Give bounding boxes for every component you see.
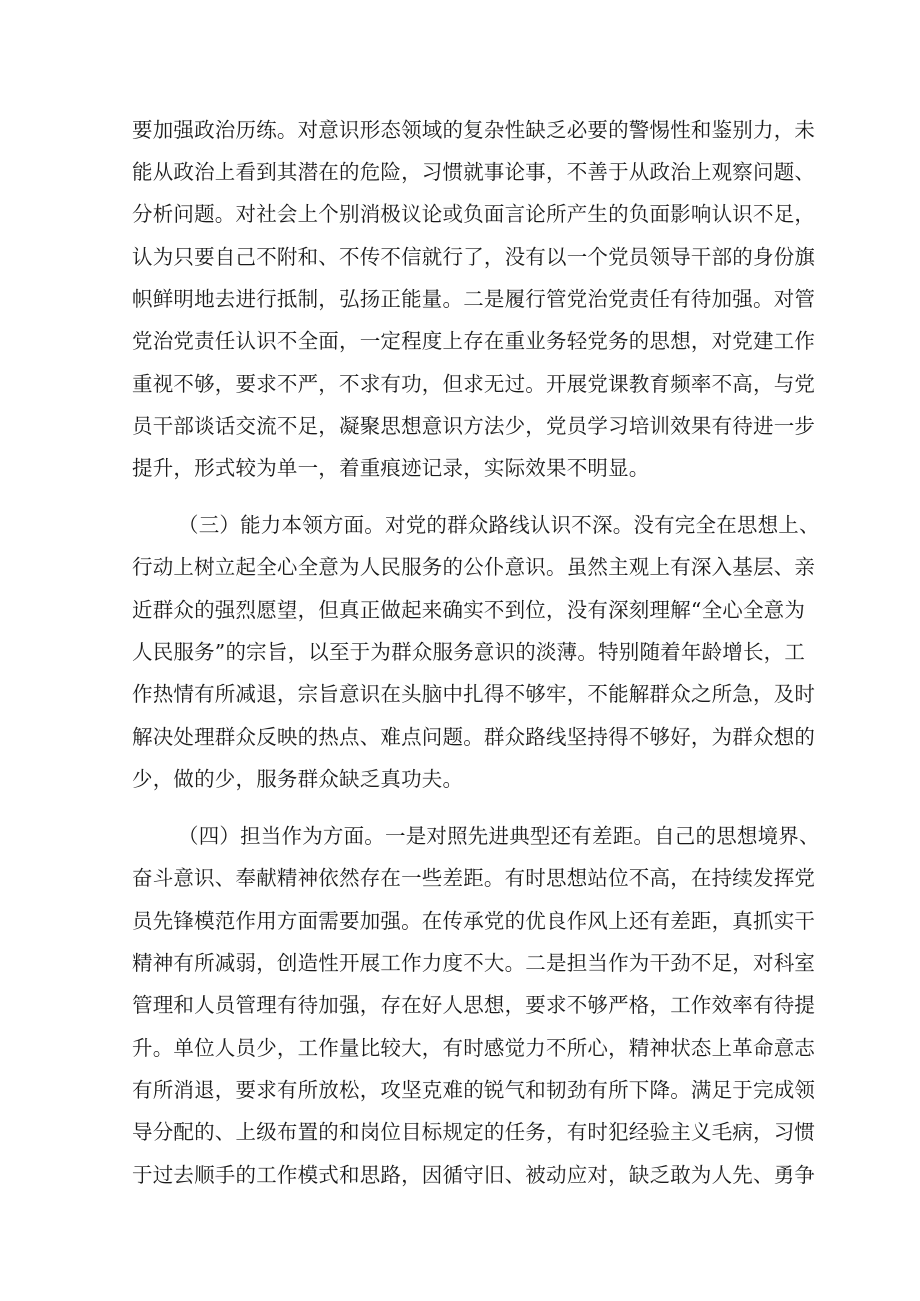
text-line-20: 精神有所减弱，创造性开展工作力度不大。二是担当作为干劲不足，对科室 [132, 951, 816, 975]
text-line-19: 员先锋模范作用方面需要加强。在传承党的优良作风上还有差距，真抓实干 [132, 909, 816, 933]
text-line-8: 员干部谈话交流不足，凝聚思想意识方法少，党员学习培训效果有待进一步 [132, 414, 816, 438]
text-line-1: 要加强政治历练。对意识形态领域的复杂性缺乏必要的警惕性和鉴别力，未 [132, 118, 816, 142]
text-line-7: 重视不够，要求不严，不求有功，但求无过。开展党课教育频率不高，与党 [132, 372, 816, 396]
text-line-24: 导分配的、上级布置的和岗位目标规定的任务，有时犯经验主义毛病，习惯 [132, 1120, 816, 1144]
text-line-14: 作热情有所减退，宗旨意识在头脑中扎得不够牢，不能解群众之所急，及时 [132, 682, 816, 706]
text-line-11: 行动上树立起全心全意为人民服务的公仆意识。虽然主观上有深入基层、亲 [132, 555, 816, 579]
text-line-5: 帜鲜明地去进行抵制，弘扬正能量。二是履行管党治党责任有待加强。对管 [132, 287, 816, 311]
text-line-6: 党治党责任认识不全面，一定程度上存在重业务轻党务的思想，对党建工作 [132, 329, 816, 353]
text-line-9: 提升，形式较为单一，着重痕迹记录，实际效果不明显。 [132, 456, 650, 480]
text-line-4: 认为只要自己不附和、不传不信就行了，没有以一个党员领导干部的身份旗 [132, 245, 816, 269]
text-line-22: 升。单位人员少，工作量比较大，有时感觉力不所心，精神状态上革命意志 [132, 1036, 816, 1060]
text-line-18: 奋斗意识、奉献精神依然存在一些差距。有时思想站位不高，在持续发挥党 [132, 866, 816, 890]
text-line-25: 于过去顺手的工作模式和思路，因循守旧、被动应对，缺乏敢为人先、勇争 [132, 1163, 816, 1187]
text-line-23: 有所消退，要求有所放松，攻坚克难的锐气和韧劲有所下降。满足于完成领 [132, 1078, 816, 1102]
text-line-17: （四）担当作为方面。一是对照先进典型还有差距。自己的思想境界、 [178, 824, 820, 848]
text-line-10: （三）能力本领方面。对党的群众路线认识不深。没有完全在思想上、 [178, 513, 820, 537]
text-line-12: 近群众的强烈愿望，但真正做起来确实不到位，没有深刻理解“全心全意为 [132, 598, 806, 622]
text-line-3: 分析问题。对社会上个别消极议论或负面言论所产生的负面影响认识不足， [132, 202, 816, 226]
text-line-2: 能从政治上看到其潜在的危险，习惯就事论事，不善于从政治上观察问题、 [132, 160, 816, 184]
text-line-15: 解决处理群众反映的热点、难点问题。群众路线坚持得不够好，为群众想的 [132, 725, 816, 749]
text-line-21: 管理和人员管理有待加强，存在好人思想，要求不够严格，工作效率有待提 [132, 993, 816, 1017]
text-line-13: 人民服务”的宗旨，以至于为群众服务意识的淡薄。特别随着年龄增长，工 [132, 640, 806, 664]
text-line-16: 少，做的少，服务群众缺乏真功夫。 [132, 767, 464, 791]
